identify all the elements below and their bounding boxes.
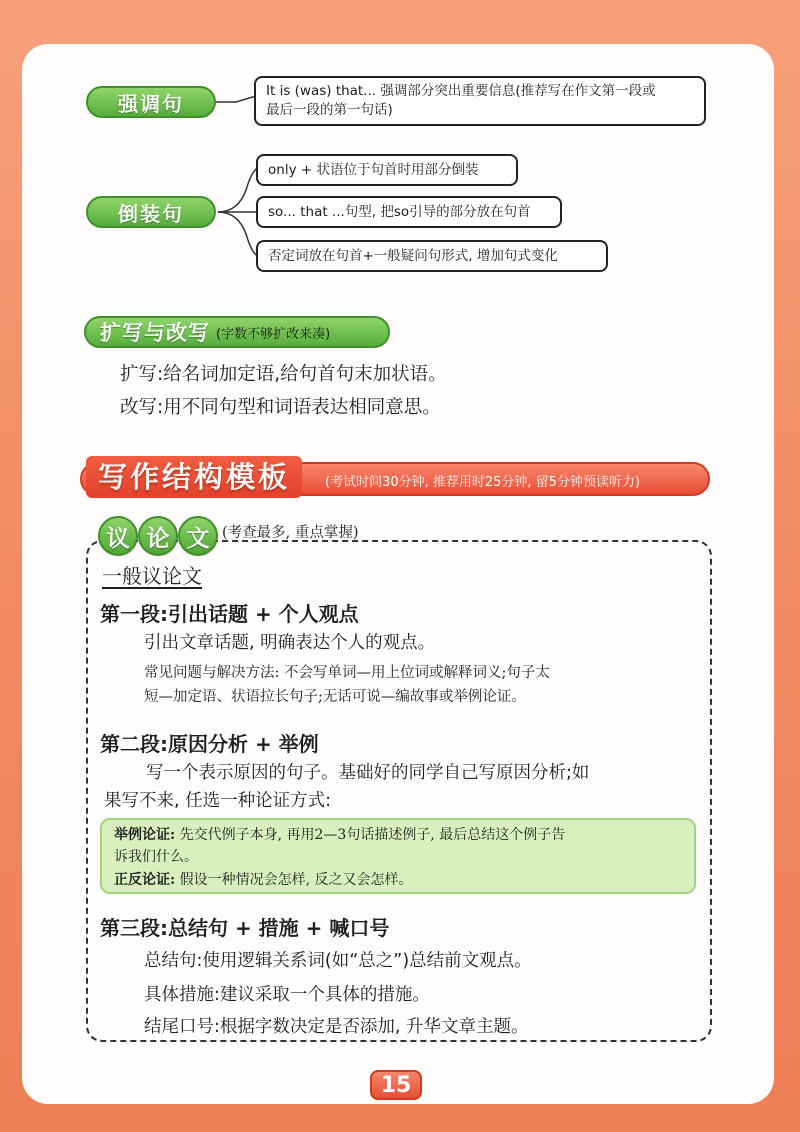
inversion-item-2: so... that ...句型, 把so引导的部分放在句首 bbox=[256, 196, 562, 228]
example-method-text-2: 诉我们什么。 bbox=[114, 849, 198, 865]
argument-char-2: 论 bbox=[138, 516, 178, 556]
paragraph-2-body-line2: 果写不来, 任选一种论证方式: bbox=[104, 791, 332, 811]
emphasis-description bbox=[254, 76, 706, 126]
expand-heading bbox=[84, 316, 390, 348]
template-note: (考试时间30分钟, 推荐用时25分钟, 留5分钟预读听力) bbox=[325, 475, 641, 490]
argument-char-3: 文 bbox=[178, 516, 218, 556]
paragraph-1-tip-line2: 短—加定语、状语拉长句子;无话可说—编故事或举例论证。 bbox=[144, 689, 526, 705]
paragraph-1-heading: 第一段:引出话题 + 个人观点 bbox=[100, 602, 359, 626]
inversion-item-1: only + 状语位于句首时用部分倒装 bbox=[256, 154, 518, 186]
paragraph-3-line-1: 总结句:使用逻辑关系词(如“总之”)总结前文观点。 bbox=[144, 951, 532, 971]
emphasis-label: 强调句 bbox=[86, 86, 216, 118]
example-method-text-1: 先交代例子本身, 再用2—3句话描述例子, 最后总结这个例子告 bbox=[179, 827, 566, 843]
page-number: 15 bbox=[370, 1070, 422, 1100]
pro-con-method-row bbox=[114, 869, 413, 891]
template-title: 写作结构模板 bbox=[86, 456, 302, 498]
emphasis-desc-line1: It is (was) that... 强调部分突出重要信息(推荐写在作文第一段或 bbox=[266, 83, 656, 99]
paragraph-2-heading: 第二段:原因分析 + 举例 bbox=[100, 732, 319, 756]
paragraph-3-heading: 第三段:总结句 + 措施 + 喊口号 bbox=[100, 916, 390, 940]
paragraph-3-line-3: 结尾口号:根据字数决定是否添加, 升华文章主题。 bbox=[144, 1017, 529, 1037]
expand-note: (字数不够扩改来凑) bbox=[216, 326, 331, 342]
inversion-label: 倒装句 bbox=[86, 196, 216, 228]
inversion-branches bbox=[216, 160, 260, 270]
pro-con-method-label: 正反论证: bbox=[114, 872, 176, 888]
argument-subtitle: 一般议论文 bbox=[102, 564, 202, 588]
argument-note: (考查最多, 重点掌握) bbox=[222, 525, 359, 541]
expand-label: 扩写与改写 bbox=[100, 321, 210, 345]
example-method-row bbox=[114, 824, 565, 846]
emphasis-desc-line2: 最后一段的第一句话) bbox=[266, 102, 393, 118]
pro-con-method-text: 假设一种情况会怎样, 反之又会怎样。 bbox=[179, 872, 413, 888]
argument-methods-box bbox=[100, 818, 696, 894]
paragraph-2-body-line1: 写一个表示原因的句子。基础好的同学自己写原因分析;如 bbox=[146, 763, 590, 783]
argument-char-1: 议 bbox=[98, 516, 138, 556]
paragraph-1-body: 引出文章话题, 明确表达个人的观点。 bbox=[144, 633, 436, 653]
paragraph-1-tip-line1: 常见问题与解决方法: 不会写单词—用上位词或解释词义;句子太 bbox=[144, 665, 550, 681]
paragraph-3-line-2: 具体措施:建议采取一个具体的措施。 bbox=[144, 985, 430, 1005]
inversion-item-3: 否定词放在句首+一般疑问句形式, 增加句式变化 bbox=[256, 240, 608, 272]
example-method-label: 举例论证: bbox=[114, 827, 176, 843]
expand-line-1: 扩写:给名词加定语,给句首句末加状语。 bbox=[120, 364, 447, 385]
expand-line-2: 改写:用不同句型和词语表达相同意思。 bbox=[120, 397, 441, 418]
emphasis-connector bbox=[216, 96, 258, 106]
